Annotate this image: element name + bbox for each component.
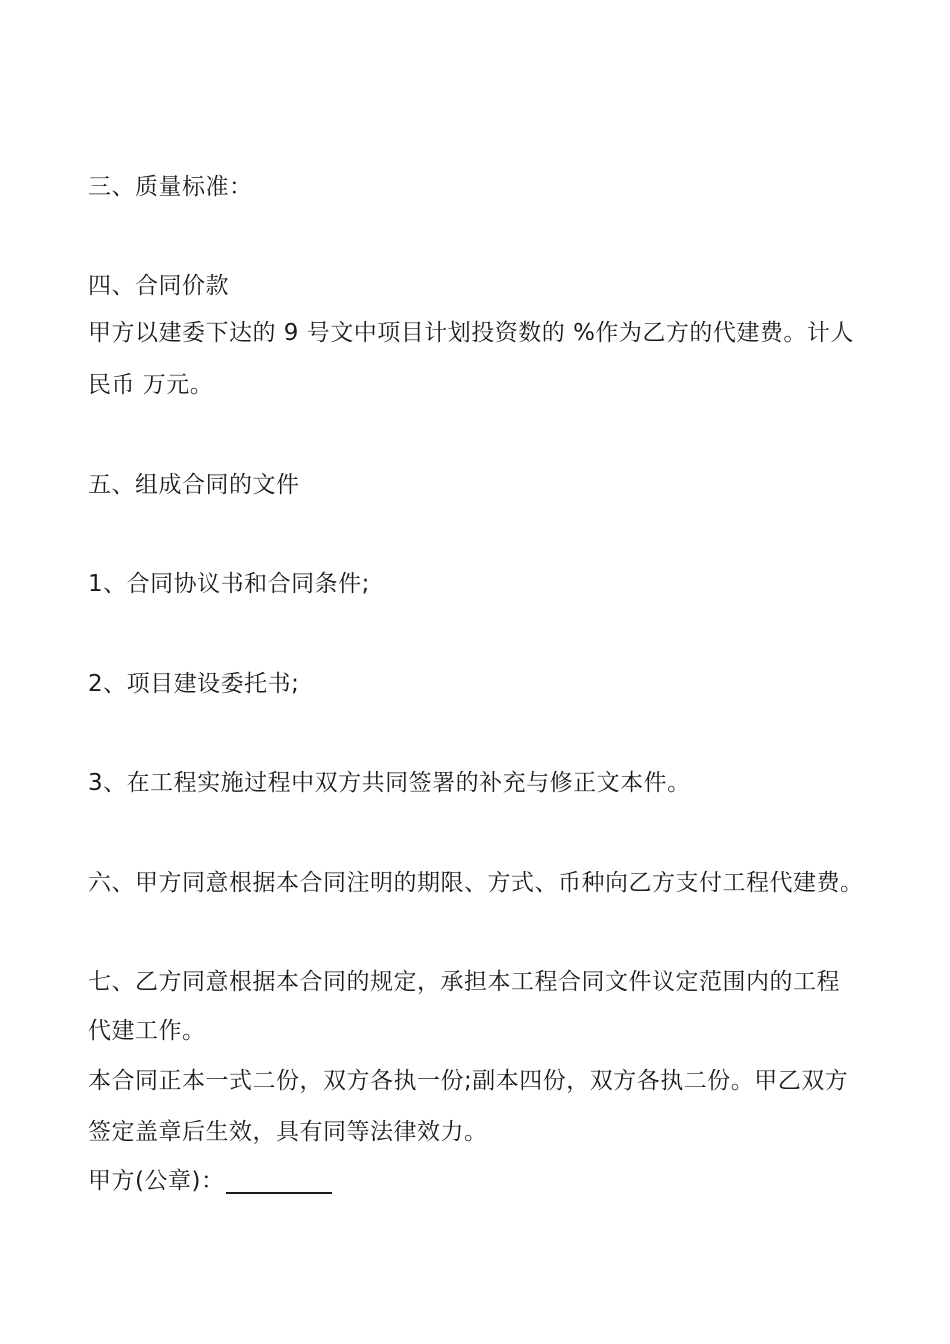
party-a-signature-line <box>88 1166 868 1196</box>
section-7-text-line-2: 代建工作。 <box>88 1018 206 1044</box>
document-list-item-2: 2、项目建设委托书; <box>88 671 300 697</box>
party-a-label: 甲方(公章)： <box>88 1168 225 1194</box>
section-4-text-line-1: 甲方以建委下达的 9 号文中项目计划投资数的 %作为乙方的代建费。计人 <box>88 320 854 346</box>
copies-clause-line-2: 签定盖章后生效，具有同等法律效力。 <box>88 1119 488 1145</box>
section-4-text-line-2: 民币 万元。 <box>88 372 214 398</box>
section-4-heading: 四、合同价款 <box>88 273 229 299</box>
document-list-item-3: 3、在工程实施过程中双方共同签署的补充与修正文本件。 <box>88 770 691 796</box>
copies-clause-line-1: 本合同正本一式二份，双方各执一份;副本四份，双方各执二份。甲乙双方 <box>88 1068 849 1094</box>
document-list-item-1: 1、合同协议书和合同条件; <box>88 571 370 597</box>
section-3-heading: 三、质量标准： <box>88 174 253 200</box>
section-5-heading: 五、组成合同的文件 <box>88 472 300 498</box>
signature-blank <box>226 1192 332 1194</box>
section-7-text-line-1: 七、乙方同意根据本合同的规定，承担本工程合同文件议定范围内的工程 <box>88 969 840 995</box>
section-6-text: 六、甲方同意根据本合同注明的期限、方式、币种向乙方支付工程代建费。 <box>88 870 864 896</box>
